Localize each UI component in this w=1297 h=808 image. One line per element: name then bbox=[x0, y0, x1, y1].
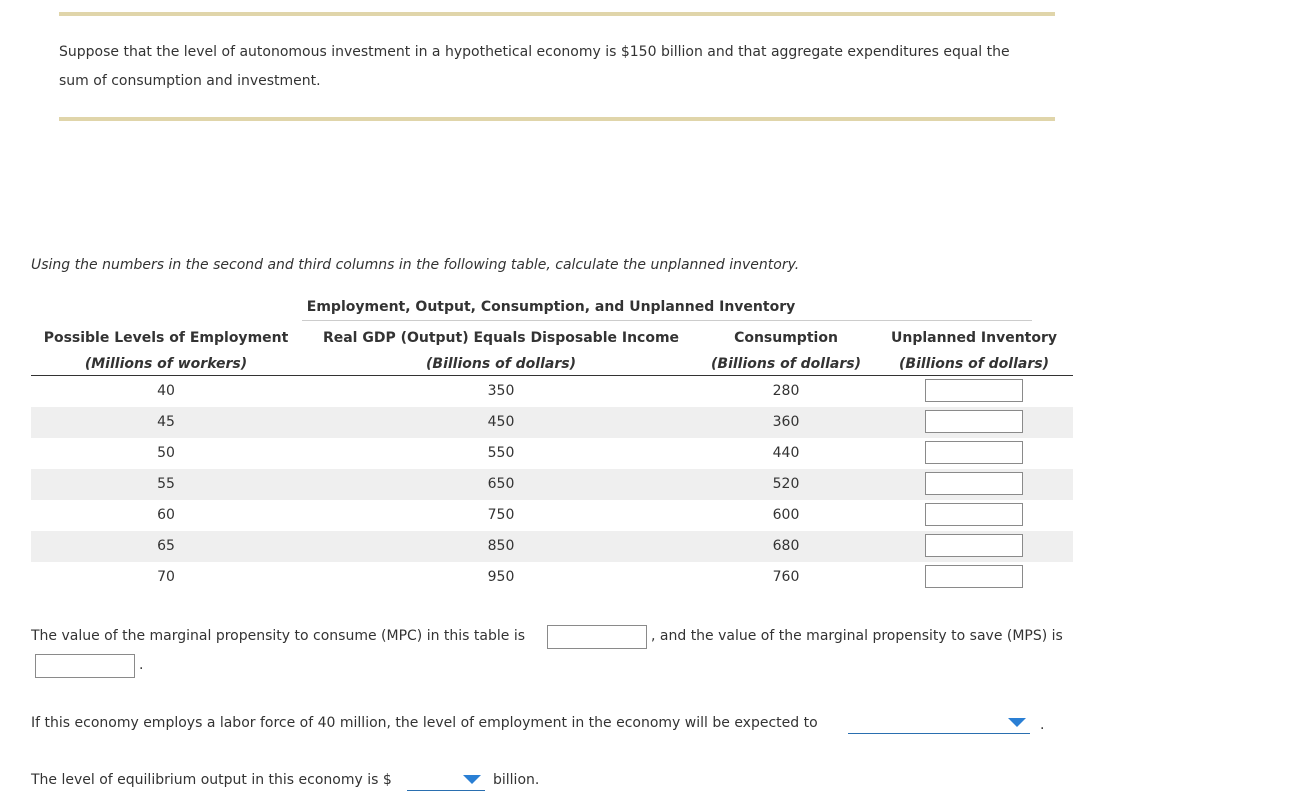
mpc-input[interactable] bbox=[547, 625, 647, 649]
chevron-down-icon bbox=[1008, 718, 1026, 727]
table-row bbox=[31, 438, 1073, 469]
table-row bbox=[31, 469, 1073, 500]
cell-employment: 65 bbox=[157, 538, 175, 554]
mps-input[interactable] bbox=[35, 654, 135, 678]
header-gdp bbox=[301, 325, 701, 377]
cell-consumption: 520 bbox=[772, 476, 800, 492]
header-inventory bbox=[881, 325, 1067, 377]
chevron-down-icon bbox=[463, 775, 481, 784]
cell-gdp: 950 bbox=[487, 569, 515, 585]
cell-gdp: 850 bbox=[487, 538, 515, 554]
header-consumption bbox=[701, 325, 871, 377]
cell-employment: 55 bbox=[157, 476, 175, 492]
intro-line-1: Suppose that the level of autonomous investment in a hypothetical economy is $150 billion and that aggregate expenditures equal the bbox=[59, 44, 1010, 60]
instruction-text: Using the numbers in the second and third columns in the following table, calculate the unplanned inventory. bbox=[31, 257, 800, 273]
cell-employment: 70 bbox=[157, 569, 175, 585]
unplanned-inventory-input[interactable] bbox=[925, 534, 1023, 557]
equilibrium-output-dropdown[interactable] bbox=[407, 768, 485, 791]
employment-period: . bbox=[1040, 717, 1045, 733]
employment-question-text: If this economy employs a labor force of 40 million, the level of employment in the economy will be expected to bbox=[31, 715, 818, 731]
table-row bbox=[31, 376, 1073, 407]
unplanned-inventory-input[interactable] bbox=[925, 379, 1023, 402]
unplanned-inventory-input[interactable] bbox=[925, 472, 1023, 495]
header-gdp-unit: (Billions of dollars) bbox=[426, 356, 576, 372]
cell-consumption: 440 bbox=[772, 445, 800, 461]
header-employment-unit: (Millions of workers) bbox=[84, 356, 248, 372]
unplanned-inventory-input[interactable] bbox=[925, 441, 1023, 464]
table-row bbox=[31, 500, 1073, 531]
equilibrium-unit-text: billion. bbox=[493, 772, 540, 788]
cell-gdp: 350 bbox=[487, 383, 515, 399]
mpc-question-text: The value of the marginal propensity to consume (MPC) in this table is bbox=[31, 628, 526, 644]
unplanned-inventory-input[interactable] bbox=[925, 503, 1023, 526]
cell-employment: 40 bbox=[157, 383, 175, 399]
employment-expectation-dropdown[interactable] bbox=[848, 711, 1030, 734]
cell-employment: 45 bbox=[157, 414, 175, 430]
header-gdp-label: Real GDP (Output) Equals Disposable Income bbox=[322, 330, 680, 346]
cell-gdp: 550 bbox=[487, 445, 515, 461]
cell-gdp: 650 bbox=[487, 476, 515, 492]
table-title: Employment, Output, Consumption, and Unplanned Inventory bbox=[306, 299, 796, 315]
header-consumption-unit: (Billions of dollars) bbox=[711, 356, 861, 372]
mps-period: . bbox=[139, 657, 144, 673]
table-title-underline bbox=[302, 320, 1032, 321]
intro-line-2: sum of consumption and investment. bbox=[59, 73, 321, 89]
unplanned-inventory-input[interactable] bbox=[925, 565, 1023, 588]
top-divider bbox=[59, 12, 1055, 16]
cell-consumption: 280 bbox=[772, 383, 800, 399]
header-consumption-label: Consumption bbox=[734, 330, 838, 346]
cell-gdp: 750 bbox=[487, 507, 515, 523]
bottom-divider bbox=[59, 117, 1055, 121]
cell-consumption: 600 bbox=[772, 507, 800, 523]
equilibrium-question-text: The level of equilibrium output in this economy is $ bbox=[31, 772, 392, 788]
table-row bbox=[31, 407, 1073, 438]
intro-text bbox=[59, 38, 1059, 96]
mps-question-text: , and the value of the marginal propensity to save (MPS) is bbox=[651, 628, 1063, 644]
header-employment-label: Possible Levels of Employment bbox=[43, 330, 289, 346]
header-inventory-label: Unplanned Inventory bbox=[890, 330, 1058, 346]
header-employment bbox=[31, 325, 301, 377]
cell-consumption: 680 bbox=[772, 538, 800, 554]
header-inventory-unit: (Billions of dollars) bbox=[899, 356, 1049, 372]
table-row bbox=[31, 562, 1073, 593]
cell-consumption: 760 bbox=[772, 569, 800, 585]
cell-employment: 60 bbox=[157, 507, 175, 523]
unplanned-inventory-input[interactable] bbox=[925, 410, 1023, 433]
cell-consumption: 360 bbox=[772, 414, 800, 430]
cell-gdp: 450 bbox=[487, 414, 515, 430]
table-row bbox=[31, 531, 1073, 562]
cell-employment: 50 bbox=[157, 445, 175, 461]
